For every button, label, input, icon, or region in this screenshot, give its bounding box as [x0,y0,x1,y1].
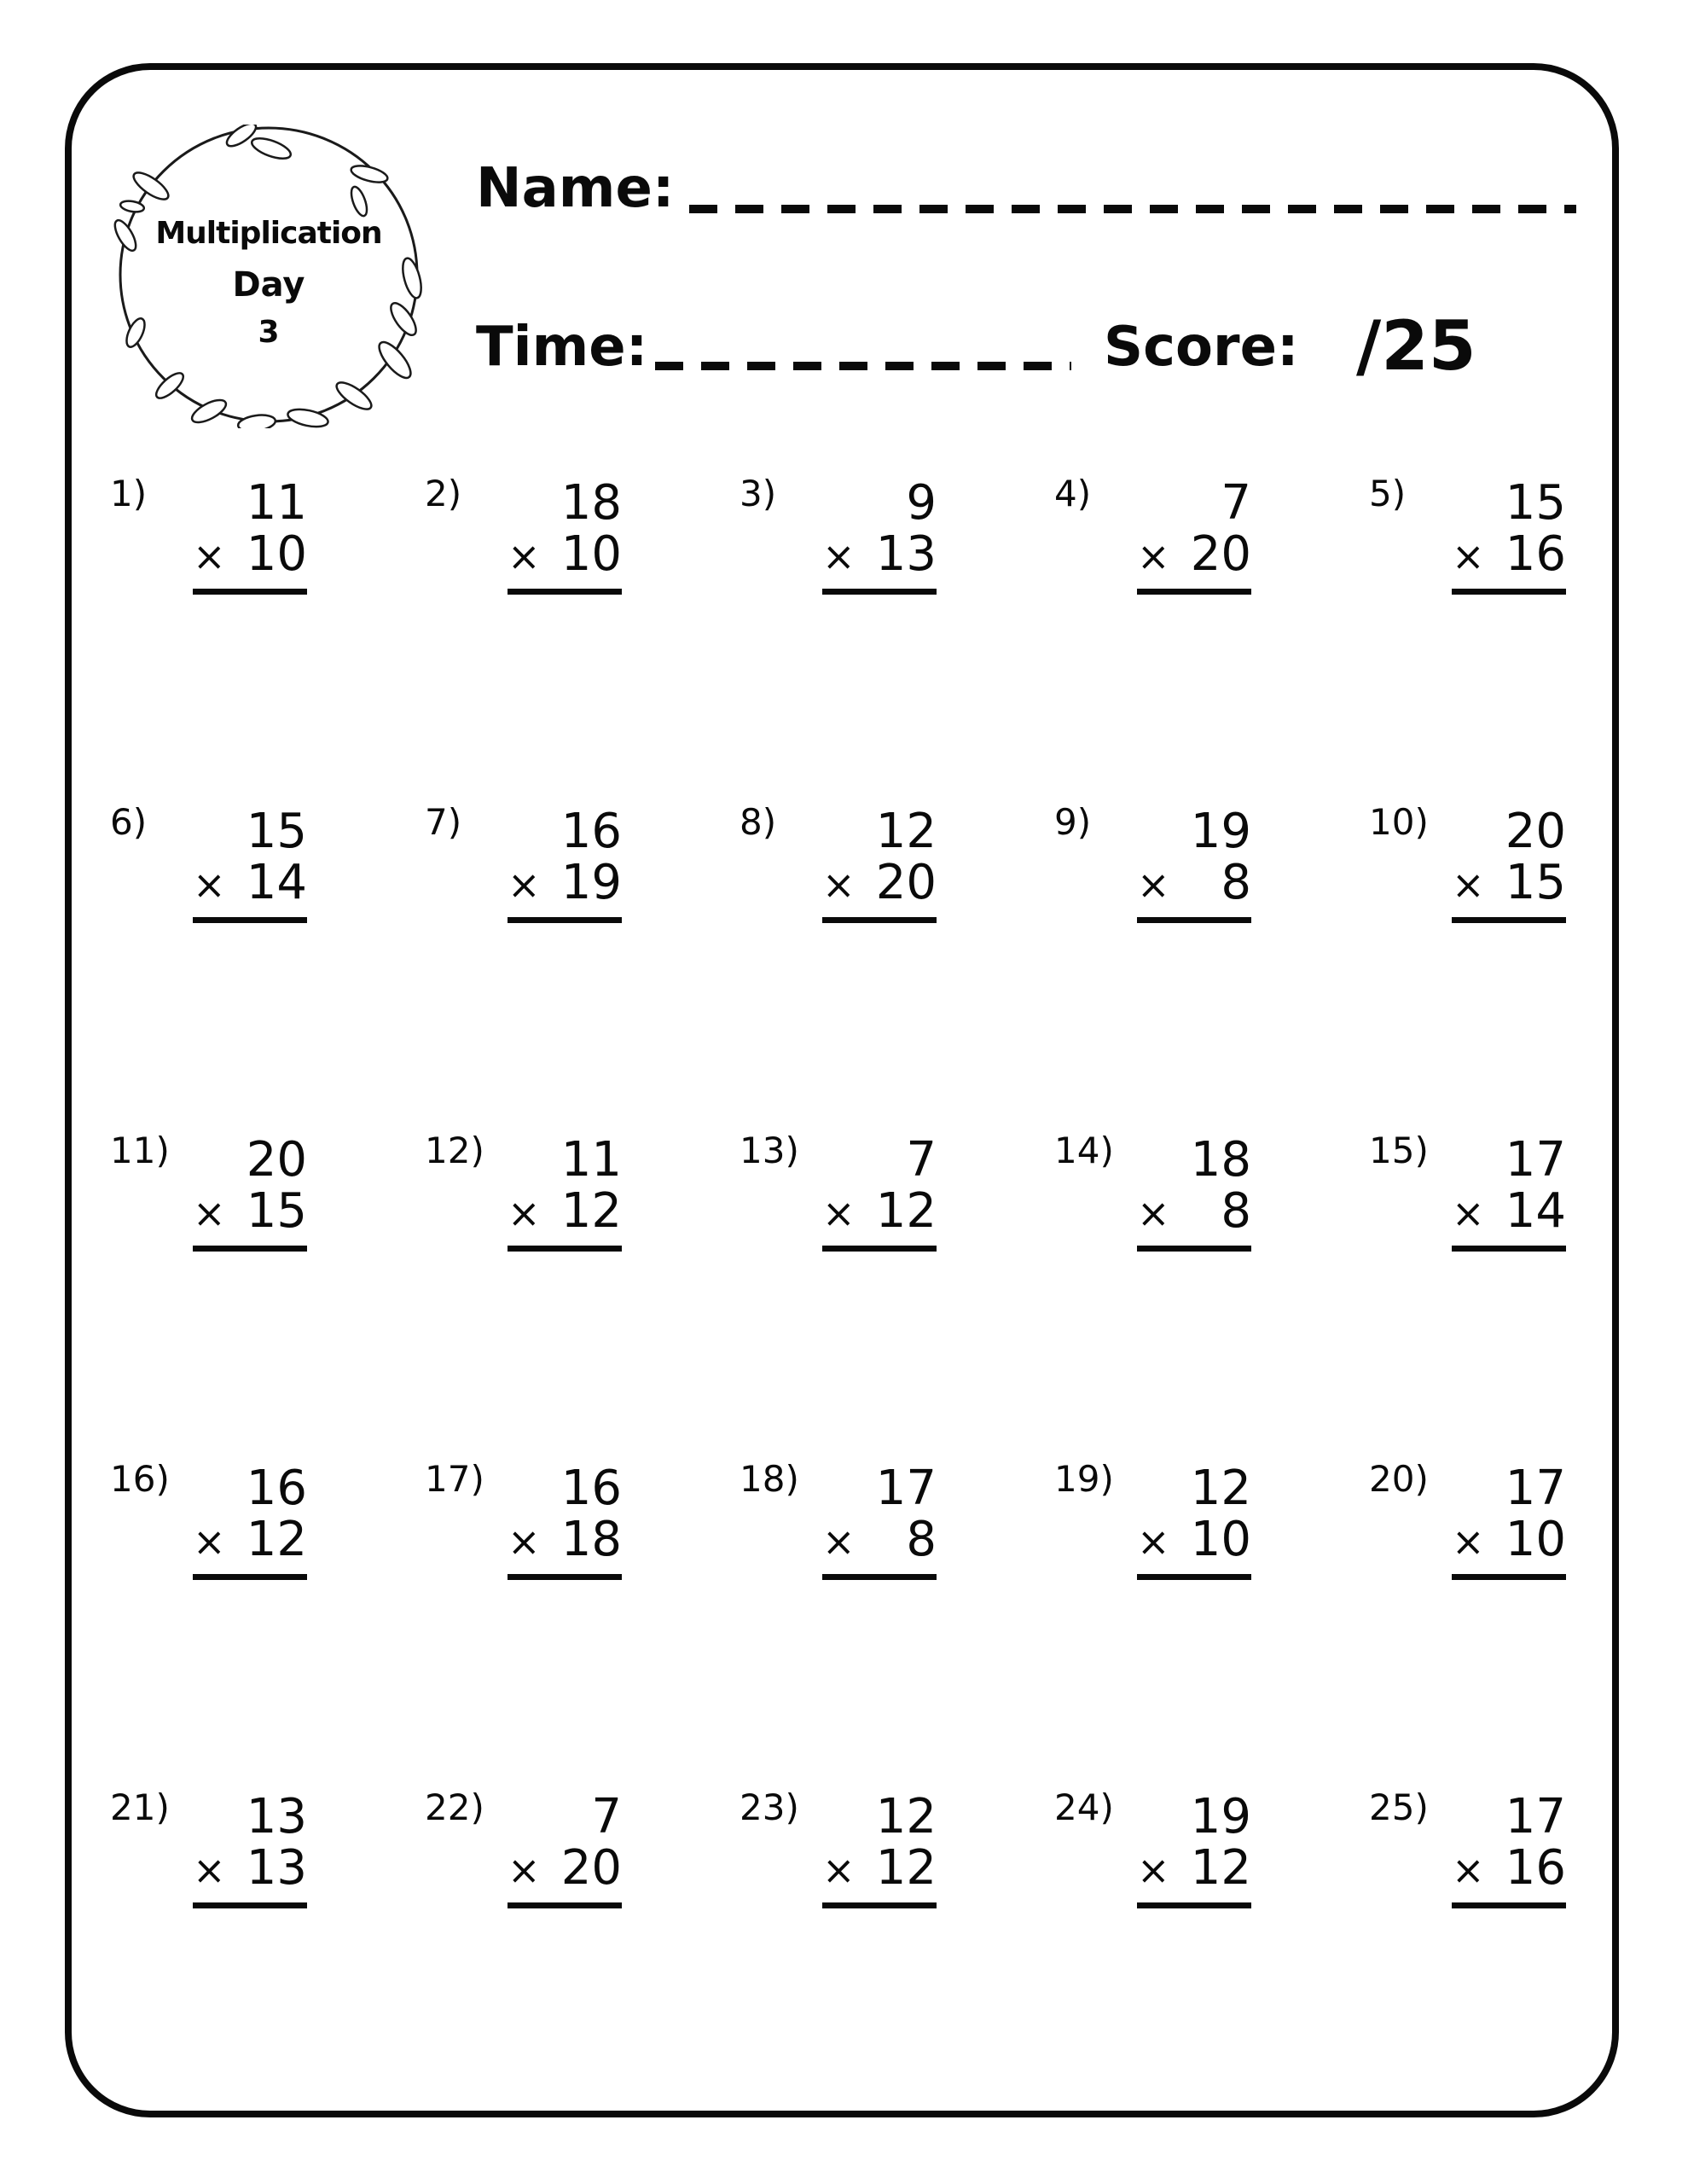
problem-number: 16) [110,1458,170,1500]
problem-cell [723,465,1038,793]
problem-cell [94,1450,409,1779]
multiplier: 10 [246,526,307,582]
multiplier-row [822,526,937,582]
multiplicand: 7 [1221,475,1251,531]
problem-work [822,1463,937,1580]
multiply-icon: × [193,1190,226,1236]
multiply-icon: × [1452,1847,1485,1893]
multiplier-row [1452,1183,1566,1239]
multiplier-row [1452,857,1566,910]
problem-cell [409,1122,723,1450]
problem-work [1137,1132,1251,1252]
multiplicand: 11 [246,475,307,531]
multiplicand: 17 [1505,1132,1566,1188]
multiply-icon: × [822,862,856,908]
problem-number: 4) [1054,473,1092,514]
answer-line [822,589,937,595]
multiplicand: 12 [875,804,937,859]
multiply-icon: × [508,1519,541,1565]
answer-line [1452,1902,1566,1908]
multiplicand: 12 [875,1789,937,1844]
multiplier: 16 [1505,1840,1566,1896]
multiplicand: 7 [591,1789,622,1844]
answer-line [1452,589,1566,595]
time-blank-line [655,362,1071,370]
multiply-icon: × [1137,533,1170,579]
problem-cell [94,1779,409,2107]
multiply-icon: × [1137,1190,1170,1236]
score-label: Score: [1104,316,1299,379]
multiplicand: 19 [1190,804,1251,859]
multiply-icon: × [822,1847,856,1893]
multiplier-row [822,857,937,910]
multiply-icon: × [822,533,856,579]
multiply-icon: × [1452,1519,1485,1565]
multiplier: 12 [1190,1840,1251,1896]
multiply-icon: × [822,1190,856,1236]
worksheet-title [98,218,439,348]
problem-work [193,1463,307,1580]
multiplier: 10 [560,526,622,582]
answer-line [193,1902,307,1908]
multiply-icon: × [1137,1519,1170,1565]
problem-work [1137,1463,1251,1580]
multiply-icon: × [193,1847,226,1893]
problem-work [822,1789,937,1908]
multiplier-row [193,857,307,910]
problem-cell [409,793,723,1122]
multiplier-row [1137,1840,1251,1896]
name-label: Name: [476,157,675,220]
problem-work [822,806,937,923]
multiplier: 8 [906,1512,937,1567]
multiply-icon: × [508,533,541,579]
answer-line [1452,917,1566,923]
problem-work [508,1132,622,1252]
multiply-icon: × [822,1519,856,1565]
multiplier-row [1452,1840,1566,1896]
multiplier-row [1452,1514,1566,1567]
answer-line [508,589,622,595]
multiplier: 16 [1505,526,1566,582]
problem-cell [1038,1779,1353,2107]
score-value: /25 [1356,306,1476,386]
multiplicand: 17 [1505,1789,1566,1844]
multiplicand: 18 [560,475,622,531]
problem-cell [723,1779,1038,2107]
name-blank-line [689,205,1576,213]
multiplicand: 15 [246,804,307,859]
multiplicand: 11 [560,1132,622,1188]
answer-line [193,1246,307,1252]
title-line-3: 3 [258,315,280,350]
problem-cell [1038,793,1353,1122]
multiplicand: 16 [560,1461,622,1516]
multiplier-row [508,1514,622,1567]
problem-work [1452,1463,1566,1580]
multiplier-row [508,1840,622,1896]
problem-work [508,1463,622,1580]
multiply-icon: × [1452,862,1485,908]
multiply-icon: × [1137,862,1170,908]
problem-number: 12) [425,1130,484,1171]
problem-number: 2) [425,473,462,514]
multiplicand: 16 [560,804,622,859]
problem-work [508,1789,622,1908]
multiplier-row [193,526,307,582]
problem-work [193,475,307,595]
multiplicand: 20 [246,1132,307,1188]
multiplier-row [508,526,622,582]
problem-number: 21) [110,1786,170,1828]
multiply-icon: × [193,533,226,579]
multiplier: 12 [875,1840,937,1896]
problem-cell [94,793,409,1122]
multiply-icon: × [1137,1847,1170,1893]
multiplier: 18 [560,1512,622,1567]
multiplicand: 15 [1505,475,1566,531]
title-line-2: Day [232,265,305,305]
problem-number: 14) [1054,1130,1114,1171]
multiplicand: 12 [1190,1461,1251,1516]
answer-line [1137,589,1251,595]
problem-number: 13) [740,1130,799,1171]
answer-line [1137,917,1251,923]
multiplier-row [193,1514,307,1567]
problem-cell [1353,793,1668,1122]
multiplier: 19 [560,855,622,910]
problem-cell [94,465,409,793]
multiplicand: 7 [906,1132,937,1188]
multiplicand: 9 [906,475,937,531]
problem-work [822,475,937,595]
problem-work [1452,806,1566,923]
multiply-icon: × [1452,1190,1485,1236]
multiplier-row [1452,526,1566,582]
problem-work [822,1132,937,1252]
multiplier-row [193,1183,307,1239]
multiplier-row [822,1840,937,1896]
multiplicand: 19 [1190,1789,1251,1844]
multiplier: 15 [246,1183,307,1239]
multiplier: 13 [875,526,937,582]
time-label: Time: [476,316,648,379]
multiplier: 13 [246,1840,307,1896]
answer-line [193,589,307,595]
problem-number: 25) [1369,1786,1429,1828]
problem-cell [1038,465,1353,793]
problem-work [1452,1132,1566,1252]
problem-work [508,475,622,595]
problem-number: 9) [1054,801,1092,843]
multiplicand: 13 [246,1789,307,1844]
multiplier: 12 [875,1183,937,1239]
multiplier-row [508,1183,622,1239]
problem-number: 15) [1369,1130,1429,1171]
multiplier-row [822,1514,937,1567]
multiply-icon: × [193,862,226,908]
multiplier-row [1137,526,1251,582]
multiplier-row [1137,1514,1251,1567]
multiply-icon: × [508,1847,541,1893]
problem-cell [1353,1450,1668,1779]
problem-cell [1353,1122,1668,1450]
problem-cell [723,793,1038,1122]
problem-cell [409,465,723,793]
problem-work [1452,1789,1566,1908]
multiplier: 10 [1190,1512,1251,1567]
answer-line [822,1574,937,1580]
problem-cell [409,1450,723,1779]
multiplicand: 16 [246,1461,307,1516]
problem-number: 18) [740,1458,799,1500]
problem-work [1137,1789,1251,1908]
problem-number: 10) [1369,801,1429,843]
problem-work [193,1789,307,1908]
answer-line [508,917,622,923]
multiplier: 20 [1190,526,1251,582]
multiplicand: 18 [1190,1132,1251,1188]
multiplier-row [1137,1183,1251,1239]
multiplier-row [193,1840,307,1896]
multiply-icon: × [193,1519,226,1565]
problem-number: 11) [110,1130,170,1171]
answer-line [1137,1574,1251,1580]
problem-cell [723,1122,1038,1450]
problem-cell [1353,465,1668,793]
problem-number: 5) [1369,473,1407,514]
multiplicand: 20 [1505,804,1566,859]
multiply-icon: × [508,862,541,908]
multiplier: 12 [560,1183,622,1239]
multiplicand: 17 [1505,1461,1566,1516]
multiplier-row [508,857,622,910]
multiplier: 14 [246,855,307,910]
problem-number: 20) [1369,1458,1429,1500]
problem-work [1137,806,1251,923]
answer-line [822,1246,937,1252]
problem-number: 23) [740,1786,799,1828]
problem-number: 7) [425,801,462,843]
answer-line [508,1246,622,1252]
multiplier: 20 [875,855,937,910]
multiplicand: 17 [875,1461,937,1516]
title-line-1: Multiplication [155,216,382,251]
problem-work [1137,475,1251,595]
problem-number: 19) [1054,1458,1114,1500]
answer-line [508,1902,622,1908]
problem-cell [1353,1779,1668,2107]
answer-line [1452,1246,1566,1252]
problem-cell [94,1122,409,1450]
multiplier: 14 [1505,1183,1566,1239]
multiplier: 8 [1221,855,1251,910]
multiplier-row [1137,857,1251,910]
problem-work [193,1132,307,1252]
problem-cell [1038,1450,1353,1779]
multiplier: 8 [1221,1183,1251,1239]
problem-number: 8) [740,801,777,843]
answer-line [822,917,937,923]
answer-line [1137,1246,1251,1252]
problem-cell [723,1450,1038,1779]
problems-grid [94,465,1668,2107]
answer-line [193,917,307,923]
problem-number: 6) [110,801,148,843]
multiply-icon: × [508,1190,541,1236]
problem-work [193,806,307,923]
answer-line [1452,1574,1566,1580]
problem-cell [409,1779,723,2107]
problem-number: 24) [1054,1786,1114,1828]
problem-number: 1) [110,473,148,514]
multiplier: 10 [1505,1512,1566,1567]
problem-number: 3) [740,473,777,514]
answer-line [508,1574,622,1580]
problem-work [508,806,622,923]
multiplier: 12 [246,1512,307,1567]
answer-line [1137,1902,1251,1908]
problem-number: 22) [425,1786,484,1828]
problem-work [1452,475,1566,595]
multiply-icon: × [1452,533,1485,579]
multiplier-row [822,1183,937,1239]
multiplier: 15 [1505,855,1566,910]
answer-line [822,1902,937,1908]
answer-line [193,1574,307,1580]
problem-number: 17) [425,1458,484,1500]
problem-cell [1038,1122,1353,1450]
multiplier: 20 [560,1840,622,1896]
